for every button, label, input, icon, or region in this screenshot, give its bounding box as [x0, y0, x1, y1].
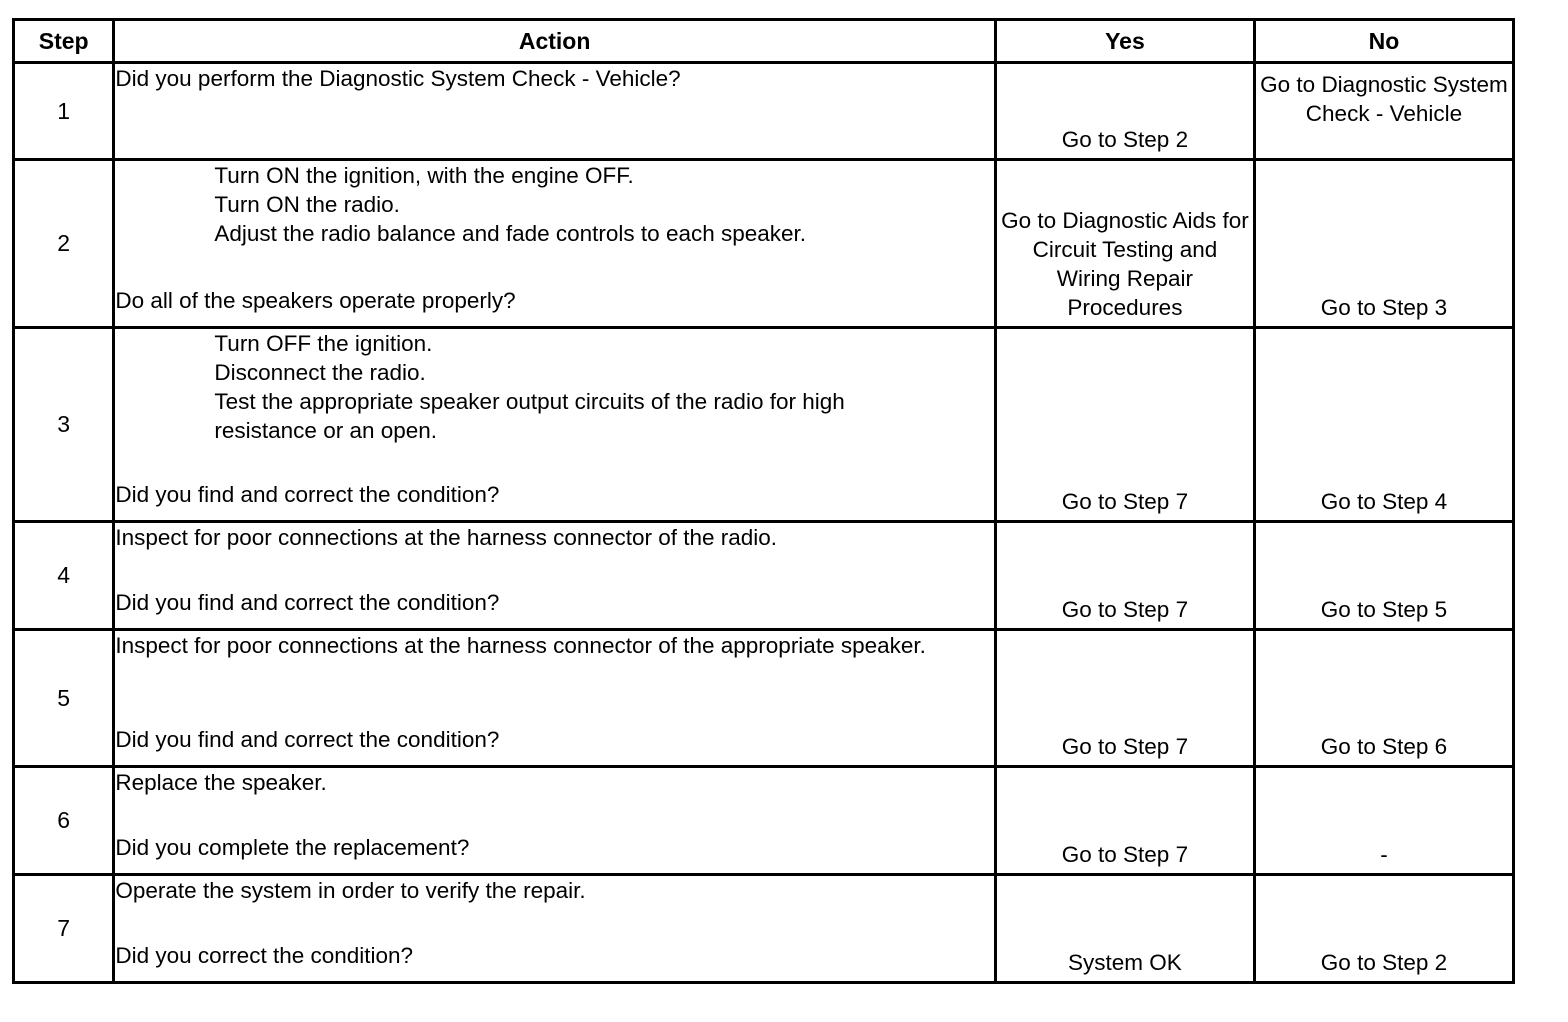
action-cell [114, 160, 996, 328]
action-cell [114, 767, 996, 875]
yes-cell: Go to Step 7 [995, 767, 1254, 875]
no-cell: Go to Step 5 [1254, 522, 1513, 630]
action-question: Do all of the speakers operate properly? [115, 288, 516, 313]
action-question: Did you find and correct the condition? [115, 482, 500, 507]
header-row [14, 20, 1514, 63]
yes-cell: Go to Step 2 [995, 63, 1254, 160]
no-cell: Go to Step 4 [1254, 328, 1513, 522]
step-number: 2 [14, 160, 114, 328]
instruction-item: Adjust the radio balance and fade controls to each speaker. [214, 221, 807, 246]
instruction-item: Turn ON the radio. [214, 192, 400, 217]
table-row [14, 767, 1514, 875]
action-lead: Replace the speaker. [115, 770, 327, 795]
action-cell [114, 875, 996, 983]
instruction-item: Disconnect the radio. [214, 360, 426, 385]
step-number: 4 [14, 522, 114, 630]
table-row [14, 63, 1514, 160]
action-cell [114, 63, 996, 160]
action-lead: Did you perform the Diagnostic System Check - Vehicle? [115, 66, 681, 91]
header-action: Action [114, 20, 996, 63]
table-row [14, 160, 1514, 328]
table-row [14, 522, 1514, 630]
action-lead: Operate the system in order to verify the repair. [115, 878, 586, 903]
instruction-list [115, 161, 994, 248]
action-lead: Inspect for poor connections at the harness connector of the radio. [115, 525, 778, 550]
yes-cell: Go to Diagnostic Aids for Circuit Testing and Wiring Repair Procedures [995, 160, 1254, 328]
no-cell: Go to Diagnostic System Check - Vehicle [1254, 63, 1513, 160]
action-cell [114, 522, 996, 630]
no-cell: - [1254, 767, 1513, 875]
table-row [14, 328, 1514, 522]
no-cell: Go to Step 3 [1254, 160, 1513, 328]
yes-cell: Go to Step 7 [995, 630, 1254, 767]
action-question: Did you complete the replacement? [115, 835, 470, 860]
yes-cell: Go to Step 7 [995, 328, 1254, 522]
yes-cell: System OK [995, 875, 1254, 983]
table-row [14, 630, 1514, 767]
action-cell [114, 328, 996, 522]
step-number: 3 [14, 328, 114, 522]
action-lead: Inspect for poor connections at the harness connector of the appropriate speaker. [115, 633, 926, 658]
instruction-list [115, 329, 994, 445]
step-number: 6 [14, 767, 114, 875]
instruction-item: Turn ON the ignition, with the engine OFF. [214, 163, 634, 188]
action-cell [114, 630, 996, 767]
header-no: No [1254, 20, 1513, 63]
header-step: Step [14, 20, 114, 63]
instruction-item: Test the appropriate speaker output circuits of the radio for high resistance or an open. [214, 389, 845, 443]
action-question: Did you find and correct the condition? [115, 727, 500, 752]
no-cell: Go to Step 6 [1254, 630, 1513, 767]
step-number: 1 [14, 63, 114, 160]
table-row [14, 875, 1514, 983]
instruction-item: Turn OFF the ignition. [214, 331, 433, 356]
action-question: Did you find and correct the condition? [115, 590, 500, 615]
action-question: Did you correct the condition? [115, 943, 414, 968]
step-number: 5 [14, 630, 114, 767]
yes-cell: Go to Step 7 [995, 522, 1254, 630]
no-cell: Go to Step 2 [1254, 875, 1513, 983]
diagnostic-table [12, 18, 1515, 984]
header-yes: Yes [995, 20, 1254, 63]
step-number: 7 [14, 875, 114, 983]
